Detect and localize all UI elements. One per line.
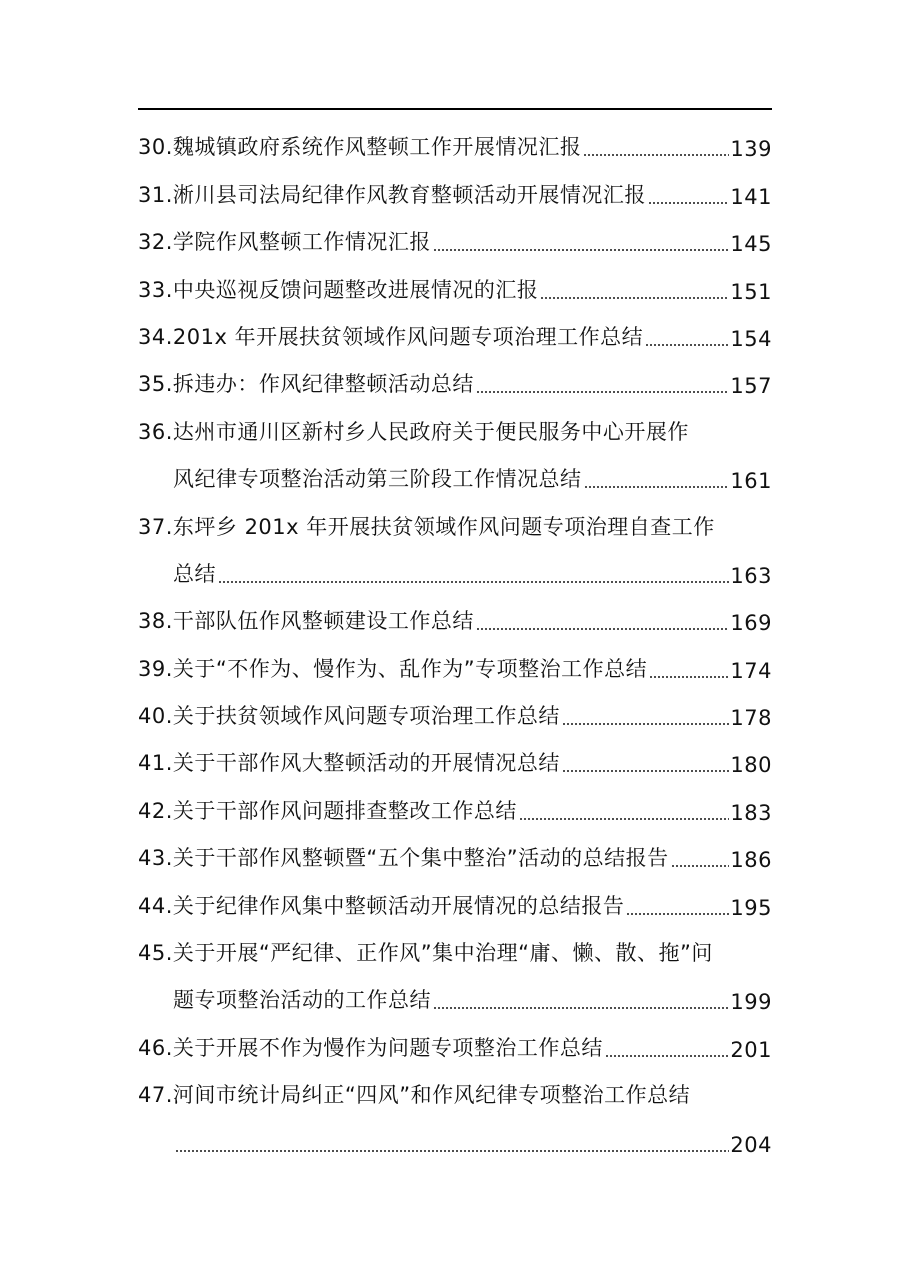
- toc-entry-title: 30.魏城镇政府系统作风整顿工作开展情况汇报: [138, 135, 582, 160]
- dot-leader: [433, 249, 730, 251]
- toc-entry[interactable]: [138, 398, 772, 493]
- dot-leader: [562, 770, 730, 772]
- toc-entry-line: [138, 588, 772, 635]
- toc-entry[interactable]: [138, 730, 772, 777]
- toc-entry-line: [138, 446, 772, 493]
- toc-page-number: 161: [730, 469, 772, 494]
- toc-entry-line: [138, 1062, 772, 1109]
- toc-entry-line: [138, 541, 772, 588]
- toc-entry[interactable]: [138, 256, 772, 303]
- toc-entry[interactable]: [138, 920, 772, 1015]
- toc-entry[interactable]: [138, 872, 772, 919]
- toc-entry[interactable]: [138, 825, 772, 872]
- toc-entry-title: 44.关于纪律作风集中整顿活动开展情况的总结报告: [138, 893, 625, 918]
- toc-entry-line: [138, 1014, 772, 1061]
- toc-page-number: 180: [730, 753, 772, 778]
- dot-leader: [583, 154, 729, 156]
- toc-entry-title: 36.达州市通川区新村乡人民政府关于便民服务中心开展作: [138, 419, 689, 444]
- toc-entry-title: 46.关于开展不作为慢作为问题专项整治工作总结: [138, 1035, 603, 1060]
- toc-entry[interactable]: [138, 209, 772, 256]
- toc-entry-line: [138, 351, 772, 398]
- toc-page-number: 139: [730, 137, 772, 162]
- toc-entry-line: [138, 398, 772, 445]
- toc-entry-title: 35.拆违办：作风纪律整顿活动总结: [138, 372, 474, 397]
- toc-entry-line: [138, 1109, 772, 1156]
- toc-entry-title: 总结: [173, 561, 216, 586]
- toc-page-number: 178: [730, 706, 772, 731]
- toc-entry-line: [138, 161, 772, 208]
- toc-entry-title: 31.淅川县司法局纪律作风教育整顿活动开展情况汇报: [138, 182, 646, 207]
- toc-entry-title: 41.关于干部作风大整顿活动的开展情况总结: [138, 751, 560, 776]
- toc-entry[interactable]: [138, 1014, 772, 1061]
- toc-entry-line: [138, 683, 772, 730]
- toc-page-number: 154: [730, 326, 772, 351]
- toc-page-number: 157: [730, 374, 772, 399]
- toc-entry[interactable]: [138, 493, 772, 588]
- toc-entry-title: 42.关于干部作风问题排查整改工作总结: [138, 798, 517, 823]
- toc-entry-title: 38.干部队伍作风整顿建设工作总结: [138, 609, 474, 634]
- toc-page-number: 151: [730, 279, 772, 304]
- toc-entry-line: [138, 872, 772, 919]
- toc-page-number: 199: [730, 990, 772, 1015]
- toc-entry-title: 风纪律专项整治活动第三阶段工作情况总结: [173, 467, 582, 492]
- toc-page-number: 174: [730, 658, 772, 683]
- toc-entry[interactable]: [138, 161, 772, 208]
- toc-entry-title: 45.关于开展“严纪律、正作风”集中治理“庸、懒、散、拖”问: [138, 941, 713, 966]
- toc-entry[interactable]: [138, 351, 772, 398]
- toc-page-number: 141: [730, 184, 772, 209]
- toc-page-number: 163: [730, 563, 772, 588]
- toc-entry-title: 40.关于扶贫领域作风问题专项治理工作总结: [138, 704, 560, 729]
- toc-entry-line: [138, 256, 772, 303]
- dot-leader: [671, 865, 730, 867]
- dot-leader: [433, 1007, 729, 1009]
- toc-page-number: 204: [730, 1132, 772, 1157]
- table-of-contents: [138, 114, 772, 1157]
- toc-entry[interactable]: [138, 635, 772, 682]
- dot-leader: [645, 344, 729, 346]
- toc-page-number: 169: [730, 611, 772, 636]
- dot-leader: [476, 391, 730, 393]
- dot-leader: [584, 486, 730, 488]
- toc-entry-line: [138, 493, 772, 540]
- toc-page-number: 145: [730, 232, 772, 257]
- toc-page-number: 201: [730, 1037, 772, 1062]
- dot-leader: [218, 581, 729, 583]
- toc-entry[interactable]: [138, 114, 772, 161]
- toc-entry-line: [138, 209, 772, 256]
- toc-entry-line: [138, 825, 772, 872]
- dot-leader: [648, 202, 730, 204]
- toc-entry-title: 题专项整治活动的工作总结: [173, 988, 431, 1013]
- dot-leader: [562, 723, 730, 725]
- toc-entry-title: 33.中央巡视反馈问题整改进展情况的汇报: [138, 277, 539, 302]
- toc-entry-line: [138, 635, 772, 682]
- toc-entry-line: [138, 114, 772, 161]
- toc-entry-title: 47.河间市统计局纠正“四风”和作风纪律专项整治工作总结: [138, 1083, 691, 1108]
- toc-entry[interactable]: [138, 588, 772, 635]
- toc-entry[interactable]: [138, 304, 772, 351]
- toc-entry[interactable]: [138, 777, 772, 824]
- toc-entry-title: 32.学院作风整顿工作情况汇报: [138, 230, 431, 255]
- dot-leader: [519, 818, 730, 820]
- toc-page-number: 186: [730, 848, 772, 873]
- toc-entry-title: 43.关于干部作风整顿暨“五个集中整治”活动的总结报告: [138, 846, 669, 871]
- toc-entry-line: [138, 777, 772, 824]
- dot-leader: [626, 913, 729, 915]
- toc-entry-line: [138, 304, 772, 351]
- dot-leader: [476, 628, 730, 630]
- dot-leader: [175, 1150, 729, 1152]
- toc-entry[interactable]: [138, 683, 772, 730]
- header-rule: [138, 108, 772, 110]
- toc-entry-line: [138, 920, 772, 967]
- toc-entry-title: 34.201x 年开展扶贫领域作风问题专项治理工作总结: [138, 324, 644, 349]
- dot-leader: [605, 1055, 730, 1057]
- toc-entry-title: 39.关于“不作为、慢作为、乱作为”专项整治工作总结: [138, 656, 648, 681]
- toc-page-number: 183: [730, 800, 772, 825]
- dot-leader: [540, 297, 729, 299]
- toc-entry-line: [138, 967, 772, 1014]
- toc-entry-line: [138, 730, 772, 777]
- toc-page-number: 195: [730, 895, 772, 920]
- dot-leader: [649, 676, 729, 678]
- toc-entry-title: 37.东坪乡 201x 年开展扶贫领域作风问题专项治理自查工作: [138, 514, 715, 539]
- toc-entry[interactable]: [138, 1062, 772, 1157]
